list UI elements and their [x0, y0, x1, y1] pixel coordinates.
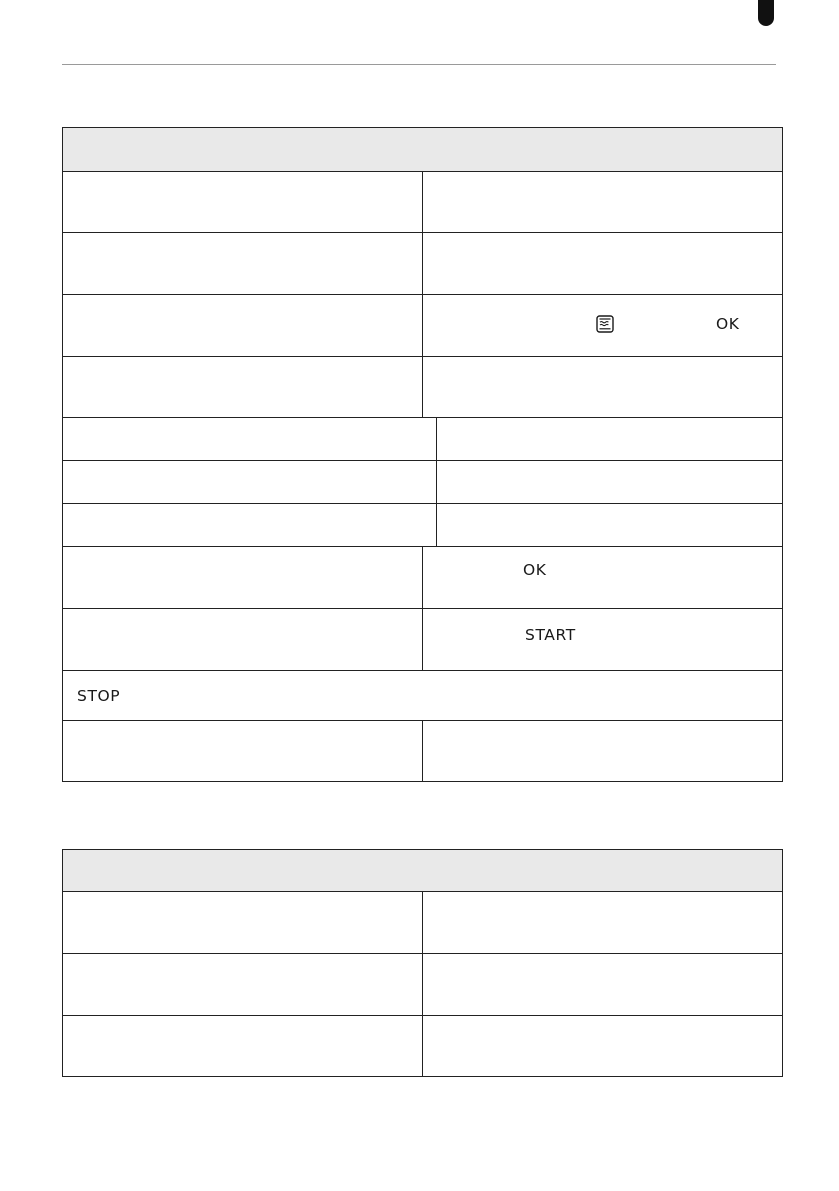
step-text-cell [423, 295, 783, 357]
step-text-cell [423, 357, 783, 418]
procedure-table-2 [62, 849, 783, 1077]
table-2-step-row [63, 892, 783, 954]
step-number-cell [63, 609, 423, 671]
ok-button-label: OK [523, 561, 547, 579]
step-number-cell [63, 1016, 423, 1077]
table-1-header-cell [63, 128, 783, 172]
settings-row [63, 418, 783, 461]
table-1-step-row-start [63, 609, 783, 671]
table-1-step-row-mode-select [63, 295, 783, 357]
step-number-cell [63, 357, 423, 418]
table-1-header-row [63, 128, 783, 172]
setting-value-cell [437, 418, 782, 460]
page-tab-marker [758, 0, 774, 26]
step-number-cell [63, 172, 423, 233]
setting-value-cell [437, 461, 782, 503]
table-1-step-row [63, 357, 783, 418]
setting-value-cell [437, 504, 782, 546]
setting-name-cell [63, 418, 437, 460]
step-text-cell [423, 721, 783, 782]
ok-button-label: OK [716, 315, 740, 333]
stop-row [63, 671, 783, 721]
setting-name-cell [63, 504, 437, 546]
step-text-cell [423, 609, 783, 671]
settings-row-cell [63, 504, 783, 547]
step-text-cell [423, 172, 783, 233]
settings-row [63, 461, 783, 504]
table-1-step-row [63, 721, 783, 782]
start-button-label: START [525, 626, 576, 644]
step-number-cell [63, 547, 423, 609]
step-text-cell [423, 892, 783, 954]
step-text-cell [423, 547, 783, 609]
stop-row-cell [63, 671, 783, 721]
setting-name-cell [63, 461, 437, 503]
oven-steam-mode-icon [596, 315, 614, 333]
step-number-cell [63, 233, 423, 295]
step-number-cell [63, 892, 423, 954]
settings-row [63, 504, 783, 547]
step-text-cell [423, 233, 783, 295]
settings-row-cell [63, 461, 783, 504]
table-2-header-row [63, 850, 783, 892]
table-1-step-row-confirm [63, 547, 783, 609]
step-text-cell [423, 954, 783, 1016]
step-text-cell [423, 1016, 783, 1077]
table-2-step-row [63, 954, 783, 1016]
settings-row-cell [63, 418, 783, 461]
table-1-step-row [63, 233, 783, 295]
step-number-cell [63, 954, 423, 1016]
procedure-table-1 [62, 127, 783, 782]
table-2-step-row [63, 1016, 783, 1077]
step-number-cell [63, 721, 423, 782]
table-2-header-cell [63, 850, 783, 892]
step-number-cell [63, 295, 423, 357]
stop-button-label: STOP [77, 687, 121, 705]
header-rule [62, 64, 776, 65]
table-1-step-row [63, 172, 783, 233]
